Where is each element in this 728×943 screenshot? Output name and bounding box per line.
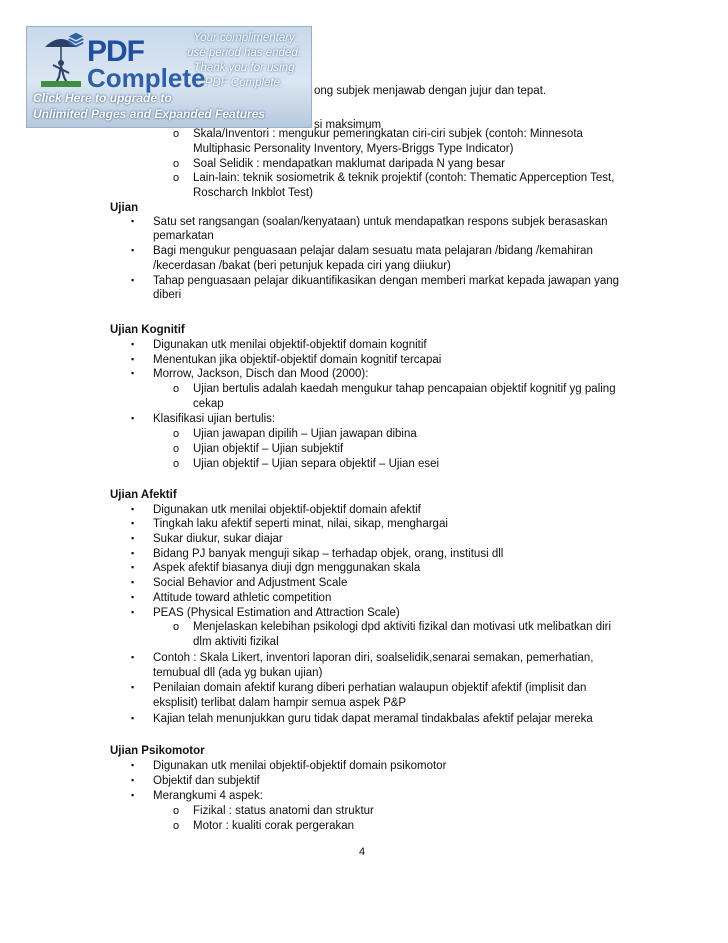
text-line: Soal Selidik : mendapatkan maklumat daripada N yang besar	[193, 158, 505, 170]
square-bullet-icon: ▪	[131, 275, 135, 285]
circle-bullet-icon: o	[173, 158, 180, 170]
text-line: Ujian jawapan dipilih – Ujian jawapan dibina	[193, 428, 417, 440]
text-line: Attitude toward athletic competition	[153, 592, 332, 604]
text-line: Digunakan utk menilai objektif-objektif domain psikomotor	[153, 760, 447, 772]
text-line: Tingkah laku afektif seperti minat, nilai, sikap, menghargai	[153, 518, 448, 530]
text-line: Morrow, Jackson, Disch dan Mood (2000):	[153, 368, 369, 380]
text-line: Fizikal : status anatomi dan struktur	[193, 805, 374, 817]
text-line: ong subjek menjawab dengan jujur dan tepat.	[314, 85, 547, 97]
circle-bullet-icon: o	[173, 172, 180, 184]
text-line: Merangkumi 4 aspek:	[153, 790, 263, 802]
text-line: Skala/Inventori : mengukur pemeringkatan ciri-ciri subjek (contoh: Minnesota	[193, 128, 583, 140]
upgrade-link-line2[interactable]: Unlimited Pages and Expanded Features	[33, 107, 266, 121]
text-line: Objektif dan subjektif	[153, 775, 260, 787]
square-bullet-icon: ▪	[131, 533, 135, 543]
text-line: Lain-lain: teknik sosiometrik & teknik projektif (contoh: Thematic Apperception Test,	[193, 172, 615, 184]
text-line: diberi	[153, 289, 182, 301]
square-bullet-icon: ▪	[131, 592, 135, 602]
logo-complete-text: Complete	[87, 63, 206, 93]
square-bullet-icon: ▪	[131, 652, 135, 662]
circle-bullet-icon: o	[173, 805, 180, 817]
circle-bullet-icon: o	[173, 443, 180, 455]
square-bullet-icon: ▪	[131, 607, 135, 617]
text-line: Satu set rangsangan (soalan/kenyataan) untuk mendapatkan respons subjek berasaskan	[153, 216, 608, 228]
banner-message-line: PDF Complete.	[204, 77, 284, 89]
text-line: Digunakan utk menilai objektif-objektif domain afektif	[153, 504, 421, 516]
text-line: Tahap penguasaan pelajar dikuantifikasikan dengan memberi markat kepada jawapan yang	[153, 275, 620, 287]
text-line: Social Behavior and Adjustment Scale	[153, 577, 348, 589]
text-line: Multiphasic Personality Inventory, Myers-Briggs Type Indicator)	[193, 143, 514, 155]
text-line: Penilaian domain afektif kurang diberi perhatian walaupun objektif afektif (implisit dan	[153, 682, 587, 694]
square-bullet-icon: ▪	[131, 790, 135, 800]
circle-bullet-icon: o	[173, 383, 180, 395]
text-line: cekap	[193, 398, 224, 410]
section-heading: Ujian Psikomotor	[110, 745, 205, 757]
text-line: Motor : kualiti corak pergerakan	[193, 820, 355, 832]
text-line: Aspek afektif biasanya diuji dgn menggunakan skala	[153, 562, 421, 574]
section-heading: Ujian Afektif	[110, 489, 177, 501]
square-bullet-icon: ▪	[131, 216, 135, 226]
banner-message-line: use period has ended.	[187, 47, 301, 59]
square-bullet-icon: ▪	[131, 682, 135, 692]
banner-message-line: Thank you for using	[193, 62, 295, 74]
text-line: eksplisit) terlibat dalam hampir semua aspek P&P	[153, 697, 407, 709]
circle-bullet-icon: o	[173, 428, 180, 440]
text-line: Kajian telah menunjukkan guru tidak dapat meramal tindakbalas afektif pelajar mereka	[153, 713, 593, 725]
upgrade-link-line1[interactable]: Click Here to upgrade to	[33, 91, 172, 105]
square-bullet-icon: ▪	[131, 368, 135, 378]
section-heading: Ujian	[110, 202, 139, 214]
text-line: Sukar diukur, sukar diajar	[153, 533, 283, 545]
text-line: Ujian objektif – Ujian separa objektif – Ujian esei	[193, 458, 440, 470]
square-bullet-icon: ▪	[131, 504, 135, 514]
text-line: dlm aktiviti fizikal	[193, 636, 279, 648]
square-bullet-icon: ▪	[131, 713, 135, 723]
text-line: si maksimum	[314, 119, 382, 131]
text-line: Roscharch Inkblot Test)	[193, 187, 313, 199]
square-bullet-icon: ▪	[131, 562, 135, 572]
square-bullet-icon: ▪	[131, 339, 135, 349]
text-line: temubual dll (ada yg bukan ujian)	[153, 667, 323, 679]
section-heading: Ujian Kognitif	[110, 324, 185, 336]
pdf-layers-icon	[67, 31, 85, 49]
text-line: Menentukan jika objektif-objektif domain kognitif tercapai	[153, 354, 442, 366]
banner-message-line: Your complimentary	[193, 32, 295, 44]
text-line: Menjelaskan kelebihan psikologi dpd aktiviti fizikal dan motivasi utk melibatkan diri	[193, 621, 612, 633]
square-bullet-icon: ▪	[131, 354, 135, 364]
circle-bullet-icon: o	[173, 458, 180, 470]
square-bullet-icon: ▪	[131, 245, 135, 255]
text-line: Ujian objektif – Ujian subjektif	[193, 443, 344, 455]
text-line: Ujian bertulis adalah kaedah mengukur tahap pencapaian objektif kognitif yg paling	[193, 383, 616, 395]
square-bullet-icon: ▪	[131, 413, 135, 423]
circle-bullet-icon: o	[173, 820, 180, 832]
square-bullet-icon: ▪	[131, 577, 135, 587]
text-line: PEAS (Physical Estimation and Attraction Scale)	[153, 607, 400, 619]
banner-message	[177, 31, 311, 91]
square-bullet-icon: ▪	[131, 548, 135, 558]
text-line: Bidang PJ banyak menguji sikap – terhadap objek, orang, institusi dll	[153, 548, 504, 560]
text-line: Klasifikasi ujian bertulis:	[153, 413, 276, 425]
text-line: /kecerdasan /bakat (beri petunjuk kepada ciri yang diiukur)	[153, 260, 451, 272]
square-bullet-icon: ▪	[131, 518, 135, 528]
text-line: Digunakan utk menilai objektif-objektif domain kognitif	[153, 339, 427, 351]
circle-bullet-icon: o	[173, 621, 180, 633]
text-line: Contoh : Skala Likert, inventori laporan diri, soalselidik,senarai semakan, pemerhatian,	[153, 652, 594, 664]
page-number: 4	[359, 846, 366, 858]
circle-bullet-icon: o	[173, 128, 180, 140]
text-line: pemarkatan	[153, 230, 214, 242]
pdf-complete-upgrade-banner[interactable]	[26, 26, 312, 128]
square-bullet-icon: ▪	[131, 760, 135, 770]
text-line: Bagi mengukur penguasaan pelajar dalam sesuatu mata pelajaran /bidang /kemahiran	[153, 245, 593, 257]
square-bullet-icon: ▪	[131, 775, 135, 785]
logo-pdf-text: PDF	[87, 35, 144, 68]
